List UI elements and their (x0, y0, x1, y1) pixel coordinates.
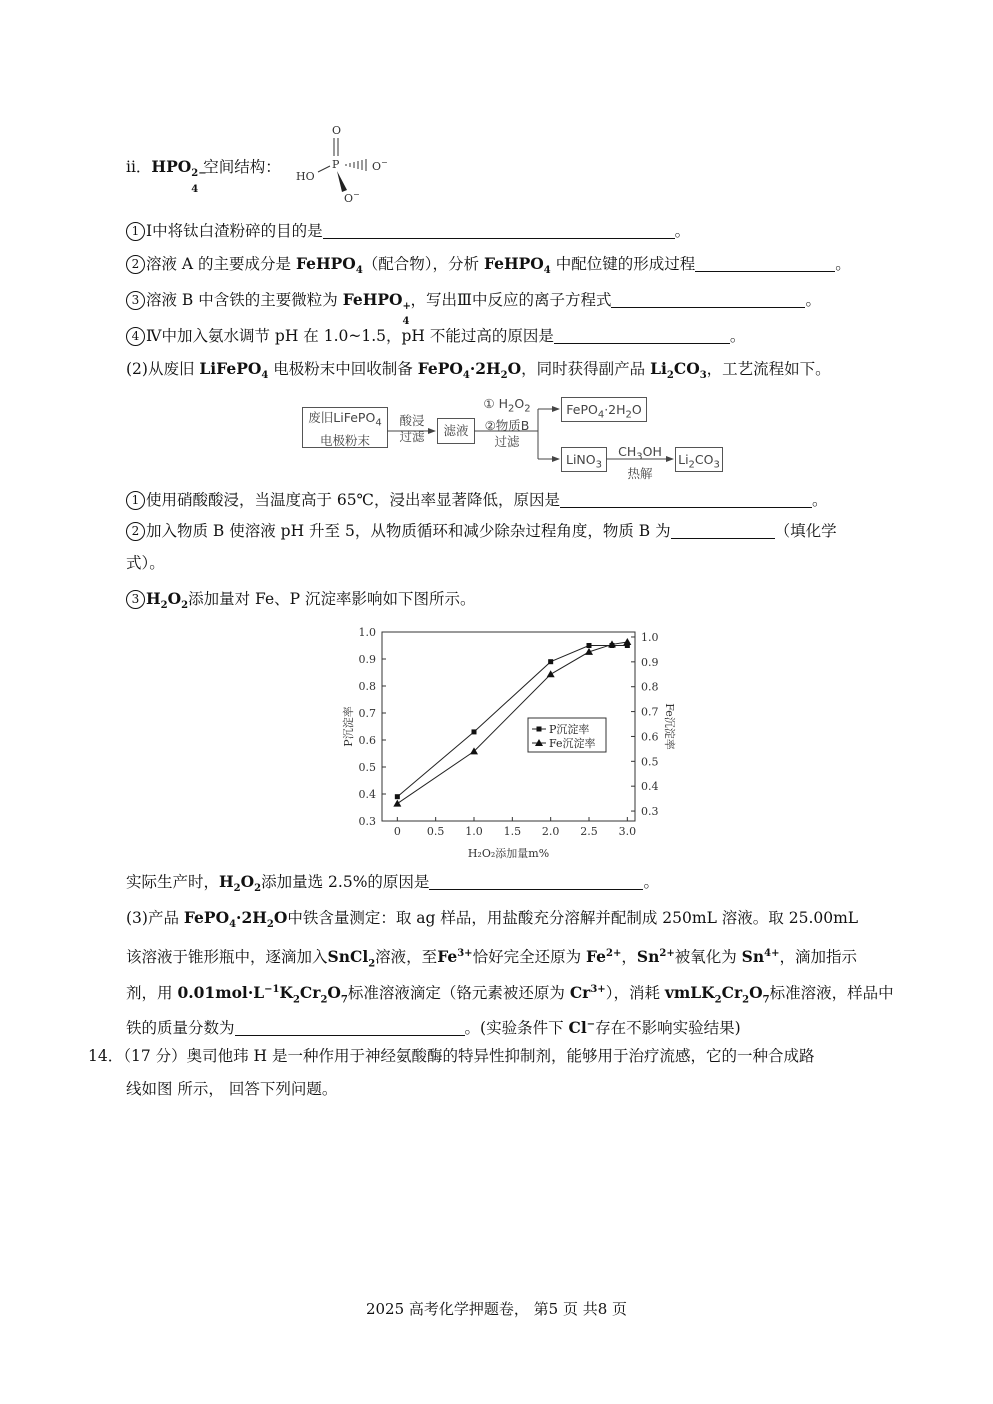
x-tick-label: 2.5 (580, 825, 598, 838)
structure-line: ii．HPO 2− 4 空间结构： (126, 157, 281, 195)
y-left-tick-label: 1.0 (358, 626, 376, 639)
y-left-tick-label: 0.5 (358, 761, 376, 774)
q14-line-1: 14．（17 分）奥司他玮 H 是一种作用于神经氨酸酶的特异性抑制剂，能够用于治疗流感，它的一种合成路 (88, 1047, 815, 1065)
y-right-axis-label: Fe沉淀率 (663, 703, 676, 750)
q2-actual-line: 实际生产时，$H_2O_2$添加量选 2.5%的原因是 。 (126, 872, 659, 895)
q3-line-2: 该溶液于锥形瓶中，逐滴加入SnCl$_2$溶液，至$Fe^{3+}$恰好完全还原为 $Fe^{2+}$，$Sn^{2+}$被氧化为 $Sn^{4+}$，滴加指示 (126, 947, 857, 970)
x-tick-label: 0.5 (426, 825, 445, 838)
y-right-tick-label: 1.0 (641, 630, 659, 644)
flow-label-acid-leach: 酸浸 过滤 (399, 413, 425, 444)
data-point (587, 643, 592, 648)
y-right-tick-label: 0.9 (641, 655, 659, 669)
x-tick-label: 1.5 (503, 825, 522, 838)
data-point (547, 670, 555, 677)
q1-item-4: 4 Ⅳ中加入氨水调节 pH 在 1.0~1.5，pH 不能过高的原因是 。 (126, 324, 745, 348)
q3-line-1: (3)产品 $FePO_4\cdot 2H_2O$中铁含量测定：取 ag 样品，用盐酸充分溶解并配制成 250mL 溶液。取 25.00mL (126, 908, 859, 931)
y-right-tick-label: 0.4 (641, 780, 659, 794)
q3-line-3: 剂，用 $0.01mol\cdot L^{-1}K_2Cr_2O_7$标准溶液滴定（铬元素被还原为 $Cr^{3+}$），消耗 $vmLK_2Cr_2O_7$标准溶液，样品中 (126, 983, 894, 1006)
y-left-tick-label: 0.4 (358, 788, 376, 801)
x-axis-label: H₂O₂添加量m% (467, 847, 550, 860)
data-point (393, 800, 401, 807)
answer-blank[interactable] (235, 1017, 465, 1036)
q2-item-1: 1 使用硝酸酸浸，当温度高于 65℃，浸出率显著降低，原因是 。 (126, 488, 828, 512)
atom-p: P (332, 158, 340, 171)
atom-o-top: O (332, 124, 342, 137)
x-tick-label: 0 (393, 825, 401, 838)
page-footer: 2025 高考化学押题卷， 第5 页 共8 页 (365, 1300, 628, 1318)
atom-ho: HO (296, 170, 315, 183)
y-left-tick-label: 0.7 (358, 707, 376, 720)
flow-box-fepo4: $FePO_4\cdot 2H_2O$ (561, 397, 647, 422)
data-point (395, 794, 400, 799)
atom-o-right: O− (372, 158, 388, 173)
q2-item-2: 2 加入物质 B 使溶液 pH 升至 5，从物质循环和减少除杂过程角度，物质 B 为 （填化学 (126, 519, 837, 543)
answer-blank[interactable] (560, 489, 812, 508)
legend-marker (537, 727, 542, 732)
q2-item-3: 3 $H_2O_2$添加量对 Fe、P 沉淀率影响如下图所示。 (126, 587, 475, 618)
legend-label: Fe沉淀率 (549, 737, 596, 750)
q2-intro: (2)从废旧 LiFePO$_4$ 电极粉末中回收制备 $FePO_4\cdot 2H_2O$，同时获得副产品 $Li_2CO_3$，工艺流程如下。 (126, 359, 831, 382)
y-right-tick-label: 0.8 (641, 680, 659, 694)
x-tick-label: 1.0 (465, 825, 483, 838)
q1-item-2: 2 溶液 A 的主要成分是 FeHPO$_4$（配合物），分析 FeHPO$_4$ 中配位键的形成过程 。 (126, 252, 851, 283)
data-point (623, 638, 631, 645)
flow-box-raw-material: 废旧LiFePO$_4$ 电极粉末 (302, 407, 388, 448)
y-right-tick-label: 0.5 (641, 755, 659, 769)
answer-blank[interactable] (429, 871, 643, 890)
q1-item-3: 3 溶液 B 中含铁的主要微粒为 FeHPO + 4 ，写出Ⅲ中反应的离子方程式 。 (126, 288, 821, 312)
y-left-axis-label: P沉淀率 (342, 706, 355, 747)
y-right-tick-label: 0.6 (641, 730, 659, 744)
data-point (548, 659, 553, 664)
x-tick-label: 2.0 (541, 825, 560, 838)
q1-item-1: 1 Ⅰ中将钛白渣粉碎的目的是 。 (126, 219, 690, 243)
legend-label: P沉淀率 (549, 723, 590, 736)
y-left-tick-label: 0.8 (358, 680, 376, 693)
flow-box-filtrate: 滤液 (437, 418, 475, 444)
x-tick-label: 3.0 (618, 825, 637, 838)
flow-box-lino3: LiNO$_3$ (561, 447, 607, 472)
y-right-tick-label: 0.3 (641, 805, 659, 819)
q14-line-2: 线如图 所示， 回答下列问题。 (126, 1080, 338, 1098)
q2-item-2-cont: 式）。 (126, 554, 165, 572)
y-left-tick-label: 0.6 (358, 734, 376, 747)
y-right-tick-label: 0.7 (641, 705, 659, 719)
atom-o-bottom: O− (344, 190, 360, 205)
flow-label-h2o2-b: ① $H_2O_2$ ②物质B 过滤 (483, 396, 531, 449)
flow-arrows (0, 0, 993, 500)
answer-blank[interactable] (671, 520, 775, 539)
y-left-tick-label: 0.3 (358, 815, 376, 828)
flow-box-li2co3: $Li_2CO_3$ (675, 447, 723, 472)
flow-label-methanol: $CH_3OH$ 热解 (618, 444, 662, 481)
precipitation-rate-chart (330, 618, 676, 863)
q3-line-4: 铁的质量分数为 。(实验条件下 Cl−存在不影响实验结果) (126, 1018, 741, 1038)
data-point (472, 729, 477, 734)
y-left-tick-label: 0.9 (358, 653, 376, 666)
